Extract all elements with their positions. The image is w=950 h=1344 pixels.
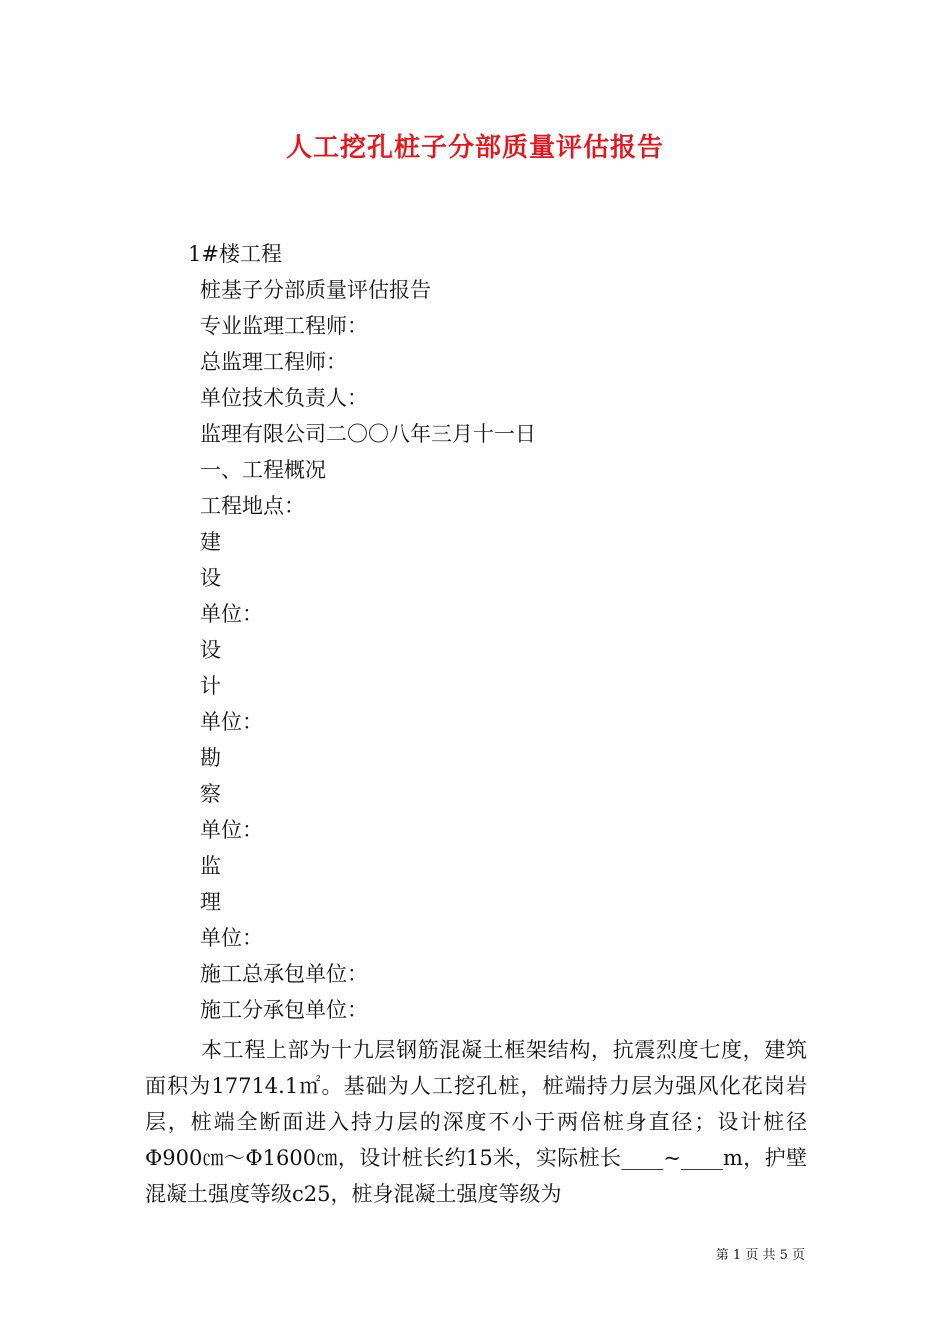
- document-title: 人工挖孔桩子分部质量评估报告: [285, 133, 664, 163]
- body-line: 监: [200, 854, 221, 878]
- body-line: 设: [200, 566, 221, 590]
- body-line: 单位技术负责人：: [200, 386, 368, 410]
- body-line: 监理有限公司二〇〇八年三月十一日: [200, 422, 536, 446]
- body-line: 桩基子分部质量评估报告: [200, 278, 431, 302]
- body-line: 总监理工程师：: [200, 350, 347, 374]
- body-line: 设: [200, 638, 221, 662]
- overview-paragraph: 本工程上部为十九层钢筋混凝土框架结构，抗震烈度七度，建筑面积为17714.1㎡。基础为人工挖孔桩，桩端持力层为强风化花岗岩层，桩端全断面进入持力层的深度不小于两倍桩身直径；设计桩径 Φ900㎝～Φ1600㎝，设计桩长约15米，实际桩长____~____m，护壁混凝土强度等级c25，桩身混凝土强度等级为: [145, 1038, 807, 1206]
- body-line: 勘: [200, 746, 221, 770]
- body-line: 单位：: [200, 710, 263, 734]
- body-line: 建: [200, 530, 221, 554]
- body-line: 计: [200, 674, 221, 698]
- body-line: 专业监理工程师：: [200, 314, 368, 338]
- body-line: 施工分承包单位：: [200, 998, 368, 1022]
- page-number: 第 1 页 共 5 页: [715, 1248, 805, 1263]
- body-line: 1#楼工程: [188, 242, 282, 266]
- body-line: 单位：: [200, 926, 263, 950]
- body-line: 工程地点：: [200, 494, 305, 518]
- body-line: 单位：: [200, 602, 263, 626]
- body-line: 单位：: [200, 818, 263, 842]
- body-line: 理: [200, 890, 221, 914]
- body-line: 察: [200, 782, 221, 806]
- document-body-lines: [0, 236, 950, 1028]
- body-line: 施工总承包单位：: [200, 962, 368, 986]
- section-heading: 一、工程概况: [200, 458, 326, 482]
